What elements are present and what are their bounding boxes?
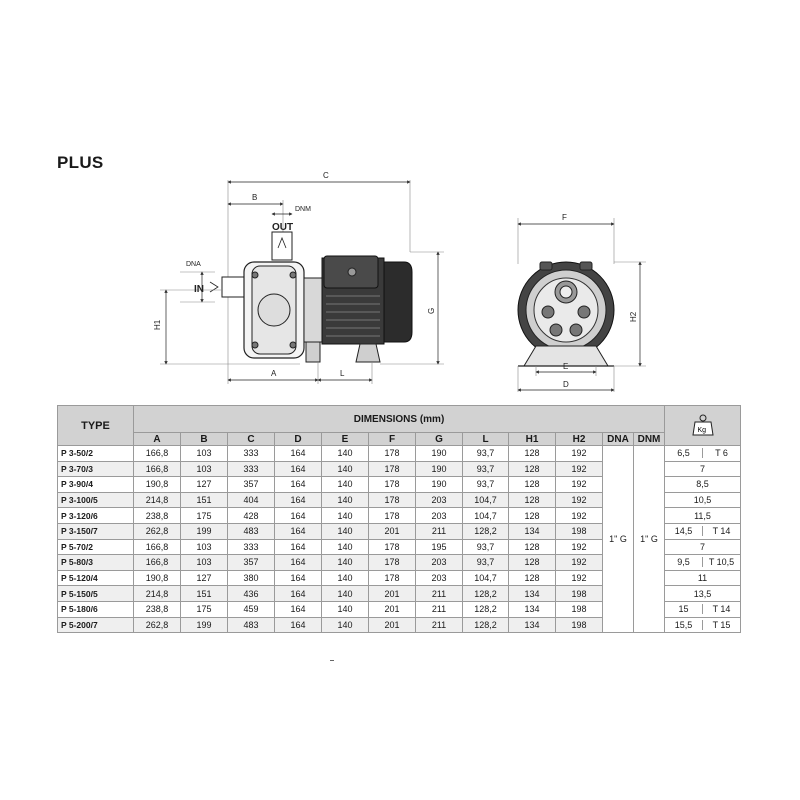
dimension-cell: 164 (275, 508, 322, 524)
dimension-cell: 140 (322, 601, 369, 617)
dimension-cell: 128 (509, 555, 556, 571)
dimension-cell: 140 (322, 617, 369, 633)
column-header-e: E (322, 433, 369, 446)
weight-value: 11 (697, 573, 708, 584)
dimension-cell: 93,7 (463, 539, 509, 555)
dimension-cell: 262,8 (134, 617, 181, 633)
dimension-cell: 238,8 (134, 601, 181, 617)
dimension-cell: 199 (181, 617, 228, 633)
dimension-cell: 103 (181, 555, 228, 571)
dimension-cell: 192 (556, 539, 603, 555)
model-type-cell: P 5-120/4 (58, 570, 134, 586)
dimension-cell: 203 (416, 555, 463, 571)
dimension-cell: 93,7 (463, 461, 509, 477)
dimension-cell: 166,8 (134, 539, 181, 555)
outlet-label: OUT (272, 222, 294, 233)
column-header-f: F (369, 433, 416, 446)
dimension-cell: 262,8 (134, 523, 181, 539)
dimension-cell: 178 (369, 539, 416, 555)
dimension-cell: 128,2 (463, 586, 509, 602)
column-header-h2: H2 (556, 433, 603, 446)
dimension-cell: 140 (322, 492, 369, 508)
dimension-cell: 175 (181, 508, 228, 524)
dimension-cell: 192 (556, 477, 603, 493)
dimension-cell: 190 (416, 446, 463, 462)
dimension-cell: 134 (509, 586, 556, 602)
dimension-cell: 164 (275, 555, 322, 571)
column-header-a: A (134, 433, 181, 446)
dimension-cell: 201 (369, 601, 416, 617)
weight-cell (665, 570, 741, 586)
dimension-cell: 192 (556, 570, 603, 586)
dimension-cell: 128 (509, 446, 556, 462)
dimension-cell: 128 (509, 461, 556, 477)
type-header: TYPE (58, 406, 134, 446)
dimension-cell: 104,7 (463, 570, 509, 586)
dim-label-g: G (427, 307, 436, 314)
dimension-cell: 192 (556, 508, 603, 524)
dimension-cell: 190,8 (134, 477, 181, 493)
column-header-l: L (463, 433, 509, 446)
weight-cell (665, 461, 741, 477)
dimension-cell: 192 (556, 492, 603, 508)
model-type-cell: P 5-80/3 (58, 555, 134, 571)
weight-variant-value: T 10,5 (702, 557, 740, 567)
dimension-cell: 128 (509, 492, 556, 508)
dimension-cell: 164 (275, 477, 322, 493)
dimension-cell: 140 (322, 477, 369, 493)
dimension-cell: 190,8 (134, 570, 181, 586)
dimension-cell: 93,7 (463, 555, 509, 571)
dimension-cell: 211 (416, 601, 463, 617)
dim-label-d: D (563, 380, 569, 389)
weight-variant-value: T 14 (702, 604, 740, 614)
dimension-cell: 140 (322, 523, 369, 539)
dimension-cell: 128,2 (463, 617, 509, 633)
dimension-cell: 128 (509, 570, 556, 586)
dimension-cell: 192 (556, 555, 603, 571)
dimension-cell: 128 (509, 508, 556, 524)
column-header-dna: DNA (603, 433, 634, 446)
table-row (58, 446, 741, 462)
dim-label-dnm: DNM (295, 206, 311, 213)
dimension-cell: 128,2 (463, 601, 509, 617)
dimension-cell: 190 (416, 477, 463, 493)
weight-value: 9,5 (677, 557, 690, 568)
dim-label-a: A (271, 369, 277, 378)
dimension-cell: 103 (181, 461, 228, 477)
model-type-cell: P 5-70/2 (58, 539, 134, 555)
dimension-cell: 178 (369, 492, 416, 508)
dnm-value-cell: 1" G (634, 446, 665, 633)
dimension-cell: 175 (181, 601, 228, 617)
weight-value: 8,5 (696, 479, 709, 490)
weight-cell (665, 446, 741, 462)
model-type-cell: P 3-90/4 (58, 477, 134, 493)
dim-label-h1: H1 (153, 319, 162, 330)
weight-value: 15 (678, 604, 689, 615)
model-type-cell: P 5-200/7 (58, 617, 134, 633)
dimension-cell: 140 (322, 570, 369, 586)
dimension-cell: 199 (181, 523, 228, 539)
model-type-cell: P 3-70/3 (58, 461, 134, 477)
dimension-cell: 192 (556, 446, 603, 462)
weight-cell (665, 539, 741, 555)
weight-icon (692, 413, 714, 437)
weight-icon-label: Kg (697, 426, 706, 434)
weight-cell (665, 555, 741, 571)
dimension-cell: 203 (416, 570, 463, 586)
dimension-cell: 140 (322, 446, 369, 462)
dim-label-b: B (252, 193, 258, 202)
dimension-cell: 93,7 (463, 477, 509, 493)
column-header-d: D (275, 433, 322, 446)
dimension-cell: 164 (275, 446, 322, 462)
dimension-cell: 198 (556, 617, 603, 633)
dimension-cell: 104,7 (463, 508, 509, 524)
dimension-cell: 198 (556, 601, 603, 617)
dimension-cell: 203 (416, 492, 463, 508)
dimension-cell: 93,7 (463, 446, 509, 462)
dimension-cell: 128 (509, 477, 556, 493)
dimension-cell: 140 (322, 539, 369, 555)
dimension-cell: 178 (369, 477, 416, 493)
dimension-cell: 201 (369, 617, 416, 633)
inlet-label: IN (194, 284, 204, 295)
model-type-cell: P 5-180/6 (58, 601, 134, 617)
dimension-cell: 151 (181, 492, 228, 508)
dimension-cell: 127 (181, 570, 228, 586)
dim-label-l: L (340, 369, 345, 378)
dimension-cell: 164 (275, 461, 322, 477)
dimensions-table (57, 405, 741, 633)
dimension-cell: 192 (556, 461, 603, 477)
dim-label-e: E (563, 362, 569, 371)
dimension-cell: 140 (322, 461, 369, 477)
dimension-cell: 103 (181, 446, 228, 462)
dimension-cell: 178 (369, 570, 416, 586)
dimension-cell: 140 (322, 508, 369, 524)
dimension-cell: 164 (275, 539, 322, 555)
weight-value: 6,5 (677, 448, 690, 459)
dimension-cell: 201 (369, 523, 416, 539)
dimension-cell: 404 (228, 492, 275, 508)
dimension-cell: 428 (228, 508, 275, 524)
column-header-c: C (228, 433, 275, 446)
weight-cell (665, 523, 741, 539)
dimension-cell: 151 (181, 586, 228, 602)
dimension-cell: 211 (416, 617, 463, 633)
stray-mark (330, 660, 334, 661)
dimension-cell: 178 (369, 555, 416, 571)
dimension-cell: 357 (228, 555, 275, 571)
weight-variant-value: T 15 (702, 620, 740, 630)
dimension-cell: 134 (509, 601, 556, 617)
dimension-cell: 333 (228, 461, 275, 477)
column-header-h1: H1 (509, 433, 556, 446)
dimension-cell: 164 (275, 586, 322, 602)
dimension-cell: 128 (509, 539, 556, 555)
dimension-cell: 164 (275, 617, 322, 633)
dim-label-f: F (562, 213, 567, 222)
weight-value: 14,5 (674, 526, 693, 537)
dimension-cell: 140 (322, 555, 369, 571)
weight-header (665, 406, 741, 446)
dimension-cell: 201 (369, 586, 416, 602)
dimension-cell: 195 (416, 539, 463, 555)
weight-value: 11,5 (694, 510, 711, 521)
model-type-cell: P 3-100/5 (58, 492, 134, 508)
dimension-cell: 164 (275, 570, 322, 586)
dimension-cell: 357 (228, 477, 275, 493)
dimension-cell: 238,8 (134, 508, 181, 524)
dimension-cell: 190 (416, 461, 463, 477)
dimension-cell: 380 (228, 570, 275, 586)
column-header-g: G (416, 433, 463, 446)
dna-value-cell: 1" G (603, 446, 634, 633)
dimension-cell: 214,8 (134, 586, 181, 602)
dimension-cell: 127 (181, 477, 228, 493)
dimension-cell: 211 (416, 523, 463, 539)
page-title: PLUS (57, 153, 104, 172)
dimension-cell: 164 (275, 492, 322, 508)
dimension-cell: 483 (228, 523, 275, 539)
weight-cell (665, 601, 741, 617)
model-type-cell: P 3-150/7 (58, 523, 134, 539)
dimension-cell: 104,7 (463, 492, 509, 508)
dim-label-dna: DNA (186, 261, 201, 268)
front-view-drawing (518, 218, 646, 392)
weight-cell (665, 508, 741, 524)
dim-label-h2: H2 (629, 311, 638, 322)
dimension-cell: 103 (181, 539, 228, 555)
weight-value: 13,5 (693, 588, 712, 599)
model-type-cell: P 3-120/6 (58, 508, 134, 524)
dimension-cell: 214,8 (134, 492, 181, 508)
dimension-cell: 333 (228, 539, 275, 555)
weight-value: 7 (699, 463, 705, 474)
weight-value: 7 (699, 541, 705, 552)
dimension-cell: 166,8 (134, 461, 181, 477)
dimension-cell: 211 (416, 586, 463, 602)
dimensions-header: DIMENSIONS (mm) (134, 406, 665, 433)
dim-label-c: C (323, 171, 329, 180)
dimension-cell: 134 (509, 523, 556, 539)
dimension-cell: 164 (275, 523, 322, 539)
dimension-cell: 198 (556, 586, 603, 602)
dimension-cell: 166,8 (134, 446, 181, 462)
dimension-cell: 459 (228, 601, 275, 617)
dimension-cell: 134 (509, 617, 556, 633)
dimension-cell: 198 (556, 523, 603, 539)
weight-cell (665, 617, 741, 633)
model-type-cell: P 3-50/2 (58, 446, 134, 462)
dimension-cell: 128,2 (463, 523, 509, 539)
dimension-cell: 203 (416, 508, 463, 524)
dimension-cell: 166,8 (134, 555, 181, 571)
dimension-cell: 436 (228, 586, 275, 602)
model-type-cell: P 5-150/5 (58, 586, 134, 602)
dimension-cell: 178 (369, 446, 416, 462)
weight-value: 10,5 (693, 495, 712, 506)
column-header-dnm: DNM (634, 433, 665, 446)
weight-value: 15,5 (674, 619, 693, 630)
dimension-cell: 483 (228, 617, 275, 633)
dimension-cell: 333 (228, 446, 275, 462)
weight-variant-value: T 14 (702, 526, 740, 536)
dimension-cell: 164 (275, 601, 322, 617)
weight-cell (665, 492, 741, 508)
dimension-cell: 178 (369, 508, 416, 524)
weight-variant-value: T 6 (702, 448, 740, 458)
dimension-cell: 178 (369, 461, 416, 477)
weight-cell (665, 586, 741, 602)
column-header-b: B (181, 433, 228, 446)
weight-cell (665, 477, 741, 493)
dimension-cell: 140 (322, 586, 369, 602)
